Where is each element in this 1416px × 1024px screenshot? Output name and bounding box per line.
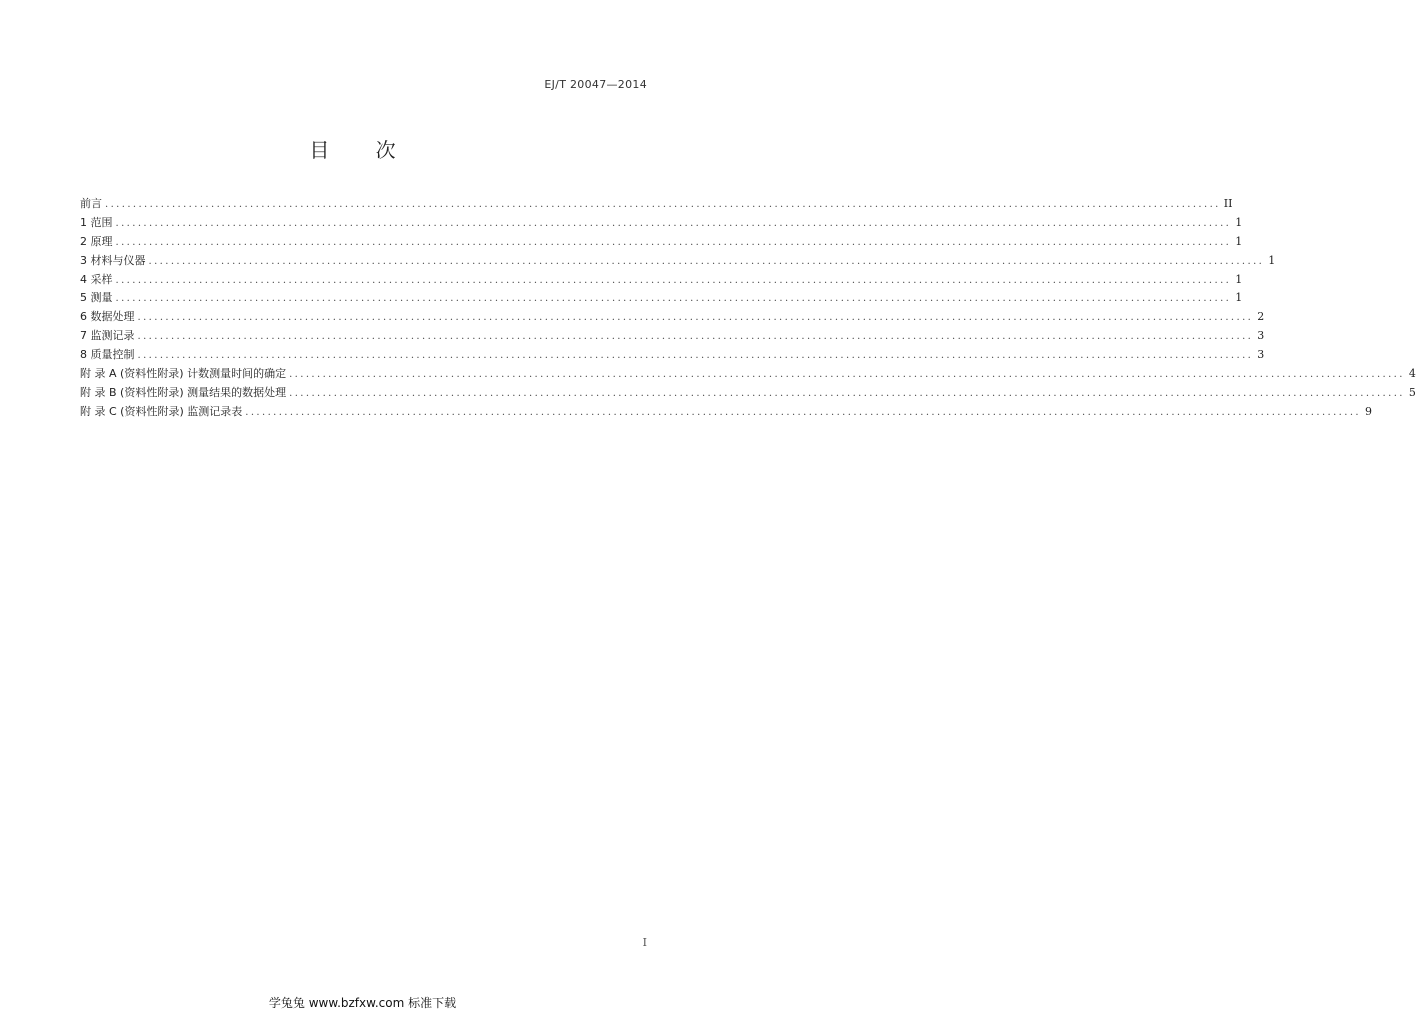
toc-entry-label: 1 范围 <box>80 215 113 229</box>
toc-leader-dots: ........................................................................................................................................................................................................ <box>115 293 1232 305</box>
toc-entry-label: 6 数据处理 <box>80 310 135 324</box>
toc-entry-page: 4 <box>1408 367 1416 381</box>
toc-leader-dots: ........................................................................................................................................................................................................ <box>137 331 1254 343</box>
toc-entry-appendix-a[interactable] <box>80 365 1416 384</box>
toc-entry-page: 1 <box>1235 215 1243 229</box>
toc-entry-principle[interactable] <box>80 233 1243 252</box>
footer-watermark[interactable]: 学兔兔 www.bzfxw.com 标准下载 <box>268 996 457 1010</box>
toc-entry-page: 3 <box>1257 348 1265 362</box>
toc-entry-label: 7 监测记录 <box>80 329 135 343</box>
toc-entry-page: II <box>1223 197 1233 210</box>
toc-entry-page: 1 <box>1235 234 1243 248</box>
toc-entry-label: 附 录 A (资料性附录) 计数测量时间的确定 <box>80 367 287 381</box>
toc-entry-foreword[interactable] <box>80 195 1233 214</box>
toc-entry-label: 前言 <box>80 197 102 210</box>
toc-entry-scope[interactable] <box>80 214 1243 233</box>
toc-entry-label: 5 测量 <box>80 291 113 305</box>
toc-leader-dots: ........................................................................................................................................................................................................ <box>115 274 1232 286</box>
toc-entry-label: 2 原理 <box>80 234 113 248</box>
toc-entry-sampling[interactable] <box>80 271 1243 290</box>
toc-entry-monitoring-record[interactable] <box>80 327 1265 346</box>
toc-entry-label: 4 采样 <box>80 272 113 286</box>
toc-leader-dots: ........................................................................................................................................................................................................ <box>289 387 1405 399</box>
table-of-contents <box>80 195 1416 422</box>
toc-entry-page: 1 <box>1235 291 1243 305</box>
toc-entry-materials[interactable] <box>80 252 1276 271</box>
toc-leader-dots: ........................................................................................................................................................................................................ <box>148 255 1265 267</box>
toc-leader-dots: ........................................................................................................................................................................................................ <box>289 369 1405 381</box>
page-number: I <box>642 936 647 949</box>
toc-title: 目 次 <box>309 138 416 162</box>
toc-leader-dots: ........................................................................................................................................................................................................ <box>115 217 1232 229</box>
toc-entry-label: 附 录 B (资料性附录) 测量结果的数据处理 <box>80 385 287 399</box>
toc-entry-label: 3 材料与仪器 <box>80 253 146 267</box>
document-code: EJ/T 20047—2014 <box>544 78 647 91</box>
toc-entry-page: 9 <box>1365 404 1372 418</box>
toc-leader-dots: ........................................................................................................................................................................................................ <box>115 236 1232 248</box>
toc-entry-label: 附 录 C (资料性附录) 监测记录表 <box>80 404 243 418</box>
toc-entry-quality-control[interactable] <box>80 346 1265 365</box>
toc-leader-dots: ........................................................................................................................................................................................................ <box>105 199 1221 210</box>
toc-entry-page: 2 <box>1257 310 1265 324</box>
toc-entry-page: 1 <box>1235 272 1243 286</box>
toc-leader-dots: ........................................................................................................................................................................................................ <box>245 406 1361 418</box>
toc-leader-dots: ........................................................................................................................................................................................................ <box>137 350 1254 362</box>
toc-entry-page: 3 <box>1257 329 1265 343</box>
toc-entry-appendix-b[interactable] <box>80 384 1416 403</box>
toc-entry-data-processing[interactable] <box>80 308 1265 327</box>
toc-entry-page: 1 <box>1268 253 1276 267</box>
toc-leader-dots: ........................................................................................................................................................................................................ <box>137 312 1254 324</box>
toc-entry-measurement[interactable] <box>80 289 1243 308</box>
toc-entry-label: 8 质量控制 <box>80 348 135 362</box>
toc-entry-appendix-c[interactable] <box>80 403 1372 422</box>
toc-entry-page: 5 <box>1408 385 1416 399</box>
